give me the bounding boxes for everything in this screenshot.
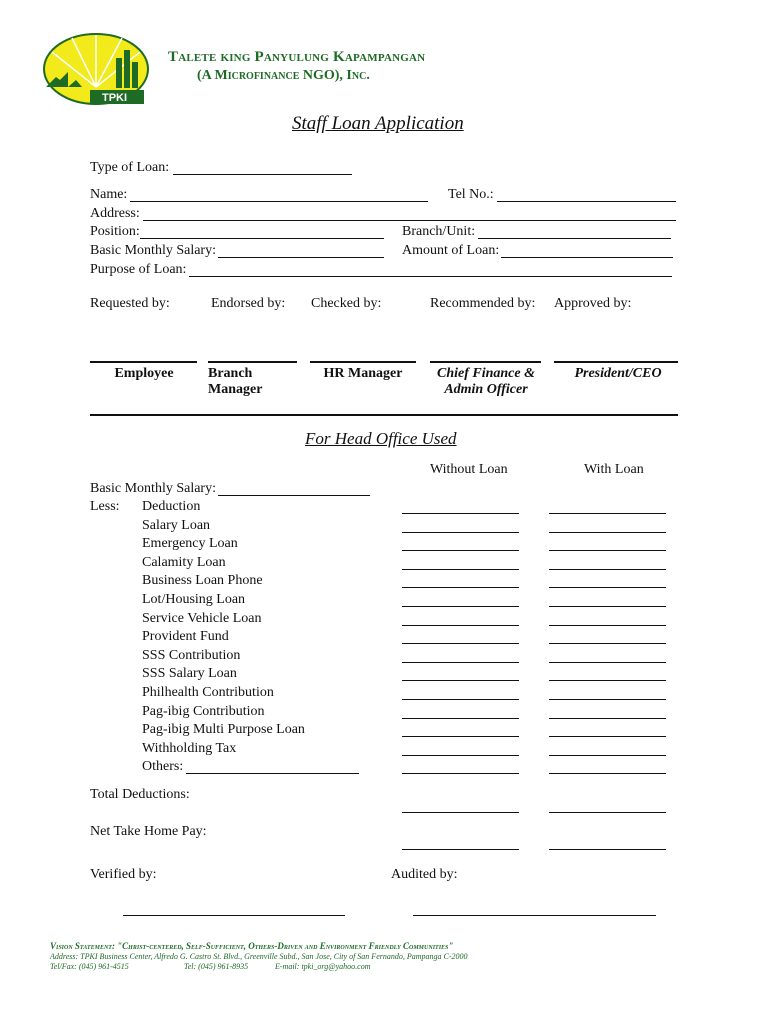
less-label: Less: <box>90 499 120 514</box>
deduction-label: SSS Contribution <box>142 648 241 663</box>
position-label: Position: <box>90 224 140 239</box>
deduction-with-loan-field[interactable] <box>549 550 666 551</box>
deduction-without-loan-field[interactable] <box>402 569 519 570</box>
deduction-with-loan-field[interactable] <box>549 718 666 719</box>
endorsed-by-label: Endorsed by: <box>211 296 286 311</box>
total-deductions-without[interactable] <box>402 812 519 813</box>
deduction-without-loan-field[interactable] <box>402 773 519 774</box>
net-take-home-with[interactable] <box>549 849 666 850</box>
deduction-without-loan-field[interactable] <box>402 736 519 737</box>
total-deductions-with[interactable] <box>549 812 666 813</box>
deduction-label: Lot/Housing Loan <box>142 592 246 607</box>
net-take-home-label: Net Take Home Pay: <box>90 824 207 839</box>
footer-tel: Tel: (045) 961-8935 <box>184 962 249 971</box>
position-field[interactable] <box>140 238 384 239</box>
deduction-without-loan-field[interactable] <box>402 662 519 663</box>
deduction-without-loan-field[interactable] <box>402 680 519 681</box>
deduction-without-loan-field[interactable] <box>402 587 519 588</box>
amount-of-loan-label: Amount of Loan: <box>402 243 500 258</box>
deduction-with-loan-field[interactable] <box>549 606 666 607</box>
verified-by-signature[interactable] <box>123 915 345 916</box>
signatory-branch-manager: Branch Manager <box>208 366 263 397</box>
org-logo <box>42 32 150 106</box>
deduction-label: Pag-ibig Multi Purpose Loan <box>142 722 305 737</box>
employee-signature-line[interactable] <box>90 361 197 363</box>
name-label: Name: <box>90 187 128 202</box>
deduction-label: Withholding Tax <box>142 741 237 756</box>
audited-by-signature[interactable] <box>413 915 656 916</box>
vision-statement: Vision Statement: "Christ-centered, Self-Sufficient, Others-Driven and Environment Friendly Communities" <box>50 941 454 951</box>
type-of-loan-label: Type of Loan: <box>90 160 170 175</box>
checked-by-label: Checked by: <box>311 296 382 311</box>
deduction-without-loan-field[interactable] <box>402 532 519 533</box>
deduction-label: SSS Salary Loan <box>142 666 237 681</box>
type-of-loan-field[interactable] <box>173 174 352 175</box>
total-deductions-label: Total Deductions: <box>90 787 190 802</box>
deduction-with-loan-field[interactable] <box>549 662 666 663</box>
deduction-without-loan-field[interactable] <box>402 625 519 626</box>
recommended-by-label: Recommended by: <box>430 296 536 311</box>
deduction-label: Pag-ibig Contribution <box>142 704 265 719</box>
tel-no-field[interactable] <box>497 201 676 202</box>
deduction-with-loan-field[interactable] <box>549 513 666 514</box>
signatory-employee: Employee <box>114 366 174 381</box>
col-with-loan: With Loan <box>584 462 644 477</box>
amount-of-loan-field[interactable] <box>501 257 673 258</box>
deduction-with-loan-field[interactable] <box>549 736 666 737</box>
deduction-without-loan-field[interactable] <box>402 755 519 756</box>
cfo-signature-line[interactable] <box>430 361 541 363</box>
deduction-without-loan-field[interactable] <box>402 550 519 551</box>
requested-by-label: Requested by: <box>90 296 170 311</box>
approved-by-label: Approved by: <box>554 296 632 311</box>
signatory-president: President/CEO <box>574 366 662 381</box>
address-field[interactable] <box>143 220 676 221</box>
deduction-label: Service Vehicle Loan <box>142 611 262 626</box>
head-office-title: For Head Office Used <box>305 429 457 448</box>
deduction-label: Business Loan Phone <box>142 573 263 588</box>
name-field[interactable] <box>130 201 428 202</box>
purpose-label: Purpose of Loan: <box>90 262 187 277</box>
verified-by-label: Verified by: <box>90 867 157 882</box>
footer-address: Address: TPKI Business Center, Alfredo G. Castro St. Blvd., Greenville Subd., San Jose, City of San Fernando, Pampanga C-2000 <box>50 952 468 961</box>
basic-salary-field[interactable] <box>218 257 384 258</box>
address-label: Address: <box>90 206 140 221</box>
deduction-with-loan-field[interactable] <box>549 587 666 588</box>
branch-manager-signature-line[interactable] <box>208 361 297 363</box>
deduction-with-loan-field[interactable] <box>549 755 666 756</box>
deduction-label: Salary Loan <box>142 518 211 533</box>
deduction-label: Emergency Loan <box>142 536 238 551</box>
deduction-without-loan-field[interactable] <box>402 643 519 644</box>
deduction-label: Philhealth Contribution <box>142 685 274 700</box>
hr-manager-signature-line[interactable] <box>310 361 416 363</box>
signatory-cfo: Chief Finance & Admin Officer <box>436 366 535 397</box>
basic-salary-label: Basic Monthly Salary: <box>90 243 216 258</box>
section-divider <box>90 414 678 416</box>
audited-by-label: Audited by: <box>391 867 458 882</box>
footer-email: E-mail: tpki_org@yahoo.com <box>275 962 371 971</box>
deduction-with-loan-field[interactable] <box>549 680 666 681</box>
purpose-field[interactable] <box>189 276 672 277</box>
deduction-without-loan-field[interactable] <box>402 699 519 700</box>
deduction-without-loan-field[interactable] <box>402 606 519 607</box>
deduction-without-loan-field[interactable] <box>402 513 519 514</box>
deduction-without-loan-field[interactable] <box>402 718 519 719</box>
deduction-label: Provident Fund <box>142 629 229 644</box>
org-name: Talete king Panyulung Kapampangan <box>168 49 426 65</box>
col-without-loan: Without Loan <box>430 462 508 477</box>
deduction-with-loan-field[interactable] <box>549 569 666 570</box>
signatory-hr-manager: HR Manager <box>323 366 403 381</box>
deduction-with-loan-field[interactable] <box>549 773 666 774</box>
deduction-label: Calamity Loan <box>142 555 226 570</box>
deduction-with-loan-field[interactable] <box>549 643 666 644</box>
org-subtitle: (A Microfinance NGO), Inc. <box>197 68 370 83</box>
deduction-with-loan-field[interactable] <box>549 699 666 700</box>
logo-text: TPKI <box>102 92 128 104</box>
tel-no-label: Tel No.: <box>448 187 494 202</box>
branch-unit-field[interactable] <box>478 238 671 239</box>
deduction-label: Deduction <box>142 499 201 514</box>
deduction-with-loan-field[interactable] <box>549 532 666 533</box>
deduction-label: Others: <box>142 759 184 774</box>
ho-basic-salary-label: Basic Monthly Salary: <box>90 481 216 496</box>
ho-basic-salary-field[interactable] <box>218 495 370 496</box>
form-title: Staff Loan Application <box>292 113 464 134</box>
footer-telfax: Tel/Fax: (045) 961-4515 <box>50 962 129 971</box>
branch-unit-label: Branch/Unit: <box>402 224 476 239</box>
president-signature-line[interactable] <box>554 361 678 363</box>
deduction-with-loan-field[interactable] <box>549 625 666 626</box>
others-field[interactable] <box>186 773 359 774</box>
net-take-home-without[interactable] <box>402 849 519 850</box>
